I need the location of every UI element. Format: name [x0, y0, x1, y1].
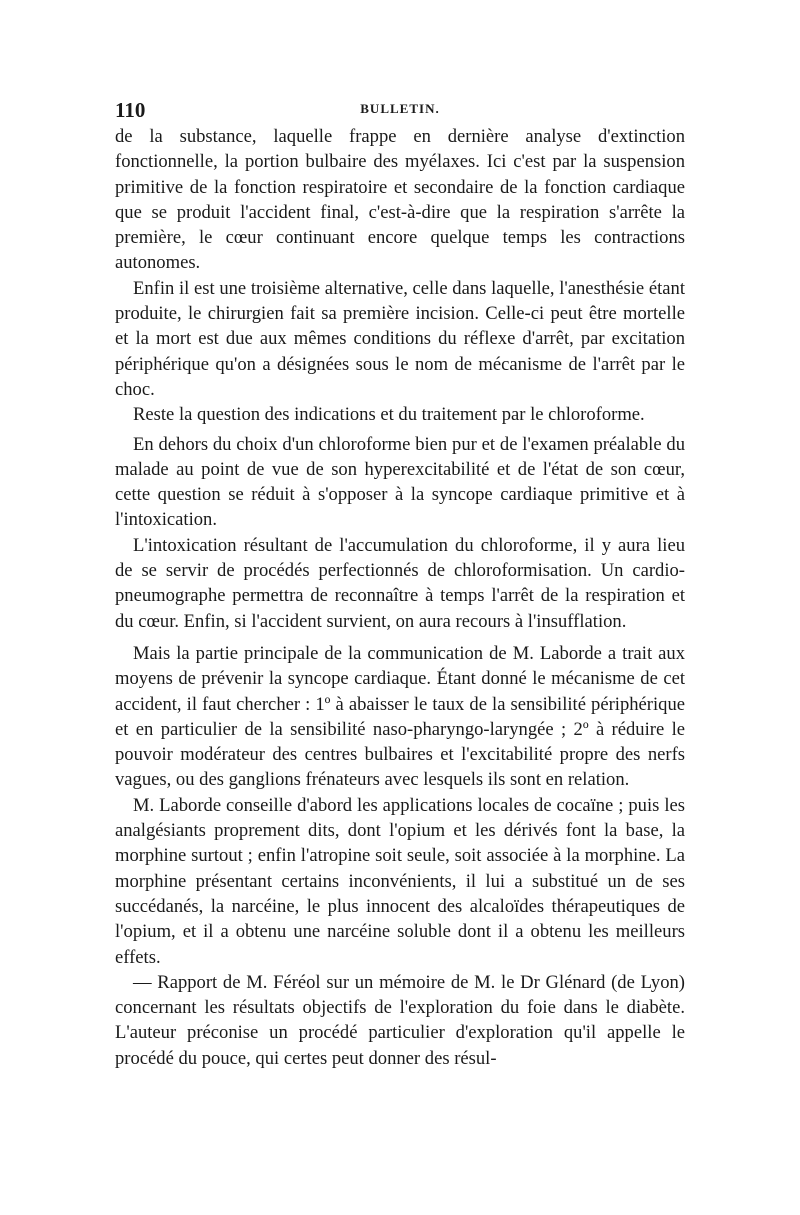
paragraph: L'intoxication résultant de l'accumulation du chloroforme, il y aura lieu de se servir de procédés perfectionnés de chloroformisation. Un cardio-pneumographe permettra de reconnaître à temps l'arrêt de la respiration et du cœur. Enfin, si l'accident survient, on aura recours à l'insufflation.: [115, 534, 685, 632]
paragraph: M. Laborde conseille d'abord les applications locales de cocaïne ; puis les analgésiants proprement dits, dont l'opium et les dérivés font la base, la morphine surtout ; enfin l'atropine soit seule, soit associée à la morphine. La morphine présentant certains inconvénients, il lui a substitué un de ses succédanés, la narcéine, le plus innocent des alcaloïdes thérapeutiques de l'opium, et il a obtenu une narcéine soluble dont il a obtenu les meilleurs effets.: [115, 794, 685, 968]
paragraph: de la substance, laquelle frappe en dernière analyse d'extinction fonctionnelle, la portion bulbaire des myélaxes. Ici c'est par la suspension primitive de la fonction respiratoire et secondaire de la fonction cardiaque que se produit l'accident final, c'est-à-dire que la respiration s'arrête la première, le cœur continuant encore quelque temps les contractions autonomes.: [115, 126, 685, 274]
paragraph: Enfin il est une troisième alternative, celle dans laquelle, l'anesthésie étant produite, le chirurgien fait sa première incision. Celle-ci peut être mortelle et la mort est due aux mêmes conditions du réflexe d'arrêt, par excitation périphérique qu'on a désignées sous le nom de mécanisme de l'arrêt par le choc.: [115, 277, 685, 400]
page-number: 110: [115, 98, 146, 122]
running-head: [115, 98, 685, 120]
running-title: BULLETIN.: [360, 101, 440, 116]
paragraph: — Rapport de M. Féréol sur un mémoire de M. le Dr Glénard (de Lyon) concernant les résultats objectifs de l'exploration du foie dans le diabète. L'auteur préconise un procédé particulier d'exploration qu'il appelle le procédé du pouce, qui certes peut donner des résul-: [115, 971, 685, 1069]
paragraph: Reste la question des indications et du traitement par le chloroforme.: [133, 404, 645, 426]
body-text: [115, 124, 685, 1071]
paragraph: En dehors du choix d'un chloroforme bien pur et de l'examen préalable du malade au point de vue de son hyperexcitabilité et de l'état de son cœur, cette question se réduit à s'opposer à la syncope cardiaque primitive et à l'intoxication.: [115, 433, 685, 531]
paragraph: Mais la partie principale de la communication de M. Laborde a trait aux moyens de prévenir la syncope cardiaque. Étant donné le mécanisme de cet accident, il faut chercher : 1º à abaisser le taux de la sensibilité périphérique et en particulier de la sensibilité naso-pharyngo-laryngée ; 2º à réduire le pouvoir modérateur des centres bulbaires et l'excitabilité propre des nerfs vagues, ou des ganglions frénateurs avec lesquels ils sont en relation.: [115, 642, 685, 791]
